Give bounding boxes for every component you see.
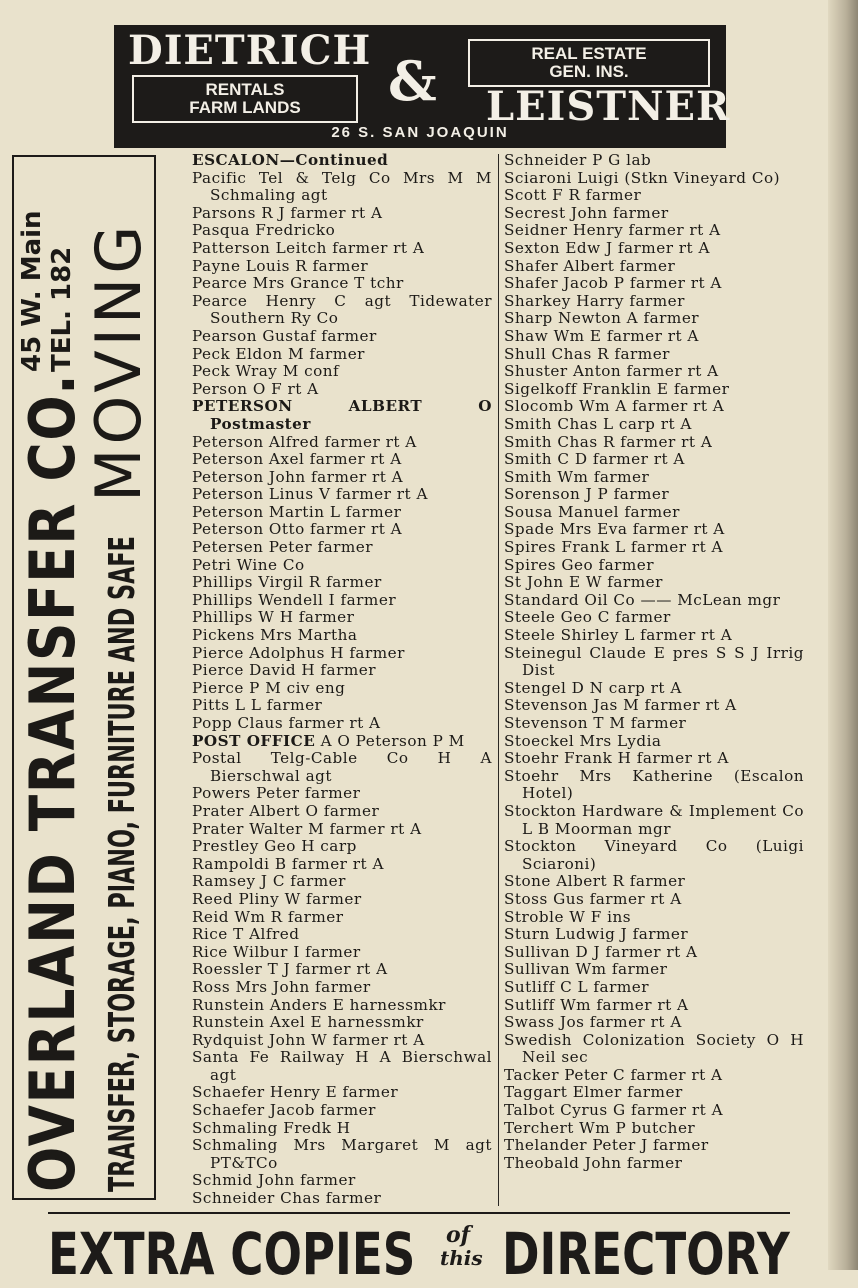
directory-entry: Swedish Colonization Society O H Neil sec <box>504 1030 804 1067</box>
directory-entry: Peterson Martin L farmer <box>192 502 402 521</box>
directory-entry: Shuster Anton farmer rt A <box>504 362 719 381</box>
directory-entry: Taggart Elmer farmer <box>504 1083 683 1102</box>
ad-rentals-box <box>132 75 358 123</box>
directory-entry: Pearson Gustaf farmer <box>192 326 377 345</box>
directory-entry: Postal Telg-Cable Co H A Bierschwal agt <box>192 749 492 785</box>
side-ad-address: 45 W. Main <box>17 210 47 372</box>
directory-entry: Pacific Tel & Telg Co Mrs M M Schmaling agt <box>192 168 492 205</box>
side-ad-services: TRANSFER, STORAGE, PIANO, FURNITURE AND SAFE <box>102 536 143 1192</box>
listing-column-left <box>192 152 492 1206</box>
directory-entry: Santa Fe Railway H A Bierschwal agt <box>192 1048 492 1084</box>
directory-entry: Peck Eldon M farmer <box>192 344 365 363</box>
directory-entry: Prater Walter M farmer rt A <box>192 819 422 838</box>
directory-entry: Pickens Mrs Martha <box>192 626 358 645</box>
ad-insurance-line: GEN. INS. <box>549 62 629 81</box>
directory-entry: Steele Shirley L farmer rt A <box>504 626 733 645</box>
directory-entry: Schaefer Henry E farmer <box>192 1083 399 1102</box>
side-ad-company-name: OVERLAND TRANSFER CO. <box>16 372 89 1192</box>
directory-entry: Reed Pliny W farmer <box>192 889 362 908</box>
directory-entry: Schneider P G lab <box>504 151 652 169</box>
directory-entry: Terchert Wm P butcher <box>504 1118 696 1137</box>
entry-bold-lead: POST OFFICE <box>192 731 316 750</box>
directory-entry: Powers Peter farmer <box>192 784 361 803</box>
directory-entry: Phillips Virgil R farmer <box>192 573 382 592</box>
directory-entry: Schaefer Jacob farmer <box>192 1101 376 1120</box>
directory-entry: Stockton Vineyard Co (Luigi Sciaroni) <box>504 837 804 873</box>
directory-entry: Secrest John farmer <box>504 203 669 222</box>
directory-entry: PETERSON ALBERT O Postmaster <box>192 397 492 433</box>
directory-entry: Sutliff C L farmer <box>504 977 650 996</box>
directory-entry: Pearce Henry C agt Tidewater Southern Ry Co <box>192 291 492 328</box>
directory-entry: Smith Chas R farmer rt A <box>504 432 713 451</box>
directory-entry: Sturn Ludwig J farmer <box>504 925 689 944</box>
directory-entry: Sexton Edw J farmer rt A <box>504 238 710 257</box>
directory-entry: Stone Albert R farmer <box>504 872 686 891</box>
directory-entry: Thelander Peter J farmer <box>504 1136 709 1155</box>
directory-entry: Spade Mrs Eva farmer rt A <box>504 520 725 539</box>
directory-entry: Theobald John farmer <box>504 1153 683 1172</box>
directory-entry: Schmaling Mrs Margaret M agt PT&TCo <box>192 1136 492 1172</box>
directory-entry: Pierce P M civ eng <box>192 678 346 697</box>
directory-entry: Stoehr Frank H farmer rt A <box>504 749 729 768</box>
directory-entry: Popp Claus farmer rt A <box>192 714 381 732</box>
directory-entry: Prater Albert O farmer <box>192 801 380 820</box>
directory-entry: Ross Mrs John farmer <box>192 977 371 996</box>
directory-entry: Schmaling Fredk H <box>192 1118 351 1137</box>
ad-real-estate-line: REAL ESTATE <box>531 44 647 63</box>
directory-entry: Sullivan D J farmer rt A <box>504 942 698 961</box>
directory-entry: Tacker Peter C farmer rt A <box>504 1065 723 1084</box>
directory-entry: Runstein Axel E harnessmkr <box>192 1013 424 1032</box>
directory-entry: Scott F R farmer <box>504 186 642 205</box>
ad-farmlands-line: FARM LANDS <box>189 98 301 117</box>
directory-entry: Rice T Alfred <box>192 925 300 944</box>
directory-entry: Runstein Anders E harnessmkr <box>192 995 446 1014</box>
directory-entry: Swass Jos farmer rt A <box>504 1013 682 1032</box>
directory-entry: Smith Wm farmer <box>504 467 650 486</box>
directory-entry: Pierce Adolphus H farmer <box>192 643 405 662</box>
directory-entry: POST OFFICE A O Peterson P M <box>192 731 465 750</box>
directory-entry: Stockton Hardware & Implement Co L B Moorman mgr <box>504 801 804 838</box>
bottom-ad-directory: DIRECTORY <box>502 1220 790 1288</box>
bottom-ad-this: this <box>440 1246 483 1270</box>
directory-entry: Peterson Alfred farmer rt A <box>192 432 417 451</box>
ad-rentals-line: RENTALS <box>205 80 285 99</box>
directory-entry: Pasqua Fredricko <box>192 221 336 240</box>
directory-entry: Shull Chas R farmer <box>504 344 670 363</box>
directory-entry: Sousa Manuel farmer <box>504 502 680 521</box>
section-heading: ESCALON—Continued <box>192 151 389 169</box>
side-advertisement <box>12 155 156 1200</box>
directory-entry: Person O F rt A <box>192 379 319 398</box>
directory-entry: Slocomb Wm A farmer rt A <box>504 397 725 416</box>
directory-entry: Peterson Linus V farmer rt A <box>192 485 428 504</box>
directory-entry: Steinegul Claude E pres S S J Irrig Dist <box>504 643 804 680</box>
directory-entry: Stevenson T M farmer <box>504 714 687 732</box>
top-advertisement <box>114 25 731 148</box>
directory-entry: Rice Wilbur I farmer <box>192 942 361 961</box>
listing-column-right <box>504 152 804 1206</box>
directory-entry: Phillips Wendell I farmer <box>192 590 397 609</box>
directory-entry: Petri Wine Co <box>192 555 305 574</box>
directory-entry: Pierce David H farmer <box>192 661 377 680</box>
directory-entry: Stoss Gus farmer rt A <box>504 889 682 908</box>
directory-entry: Peck Wray M conf <box>192 362 340 381</box>
side-ad-moving: MOVING <box>82 221 155 502</box>
directory-entry: Schneider Chas farmer <box>192 1189 382 1208</box>
directory-entry: Seidner Henry farmer rt A <box>504 221 721 240</box>
ad-name-dietrich: DIETRICH <box>128 27 372 74</box>
directory-entry: Prestley Geo H carp <box>192 837 357 856</box>
directory-entry: Rampoldi B farmer rt A <box>192 854 384 873</box>
directory-entry: Peterson Otto farmer rt A <box>192 520 403 539</box>
bottom-ad-of: of <box>446 1222 471 1248</box>
bottom-ad-extra-copies: EXTRA COPIES <box>48 1220 416 1288</box>
page-edge <box>828 0 858 1270</box>
directory-entry: Smith C D farmer rt A <box>504 450 685 469</box>
directory-entry: Peterson Axel farmer rt A <box>192 450 402 469</box>
directory-entry: Peterson John farmer rt A <box>192 467 404 486</box>
side-ad-telephone: TEL. 182 <box>47 246 77 372</box>
directory-entry: Stengel D N carp rt A <box>504 678 682 697</box>
directory-entry: Reid Wm R farmer <box>192 907 344 926</box>
directory-entry: Spires Frank L farmer rt A <box>504 538 724 557</box>
ad-ampersand: & <box>388 49 437 113</box>
directory-entry: Patterson Leitch farmer rt A <box>192 238 425 257</box>
directory-entry: Shaw Wm E farmer rt A <box>504 326 699 345</box>
directory-entry: Roessler T J farmer rt A <box>192 960 388 979</box>
directory-entry: Stroble W F ins <box>504 907 632 926</box>
side-ad-rotated-content <box>14 157 158 1202</box>
directory-entry: St John E W farmer <box>504 573 663 592</box>
directory-entry: Sharp Newton A farmer <box>504 309 700 328</box>
directory-entry: Sciaroni Luigi (Stkn Vineyard Co) <box>504 168 781 187</box>
directory-entry: Ramsey J C farmer <box>192 872 346 891</box>
directory-entry: Steele Geo C farmer <box>504 608 671 627</box>
directory-entry: Sutliff Wm farmer rt A <box>504 995 689 1014</box>
directory-entry: Stoehr Mrs Katherine (Escalon Hotel) <box>504 766 804 803</box>
directory-entry: Payne Louis R farmer <box>192 256 369 275</box>
directory-entry: Sullivan Wm farmer <box>504 960 668 979</box>
bottom-advertisement <box>0 1214 858 1288</box>
directory-entry: Talbot Cyrus G farmer rt A <box>504 1101 724 1120</box>
ad-name-leistner: LEISTNER <box>486 83 731 130</box>
ad-real-estate-box <box>468 39 710 87</box>
directory-entry: Sharkey Harry farmer <box>504 291 685 310</box>
column-divider <box>498 154 499 1206</box>
directory-entry: Spires Geo farmer <box>504 555 655 574</box>
directory-entry: Phillips W H farmer <box>192 608 355 627</box>
directory-entry: Stoeckel Mrs Lydia <box>504 731 662 750</box>
directory-entry: Shafer Albert farmer <box>504 256 676 275</box>
directory-entry: Schmid John farmer <box>192 1171 356 1190</box>
directory-entry: Smith Chas L carp rt A <box>504 414 692 433</box>
directory-entry: Petersen Peter farmer <box>192 538 374 557</box>
directory-entry: Parsons R J farmer rt A <box>192 203 383 222</box>
directory-entry: Stevenson Jas M farmer rt A <box>504 696 737 715</box>
directory-entry: Shafer Jacob P farmer rt A <box>504 274 722 293</box>
directory-entry: Standard Oil Co —— McLean mgr <box>504 590 781 609</box>
directory-entry: Pearce Mrs Grance T tchr <box>192 274 404 293</box>
directory-entry: Sorenson J P farmer <box>504 485 670 504</box>
directory-entry: Sigelkoff Franklin E farmer <box>504 379 730 398</box>
directory-entry: Rydquist John W farmer rt A <box>192 1030 425 1049</box>
ad-address: 26 S. SAN JOAQUIN <box>331 124 509 141</box>
directory-entry: Pitts L L farmer <box>192 696 323 715</box>
